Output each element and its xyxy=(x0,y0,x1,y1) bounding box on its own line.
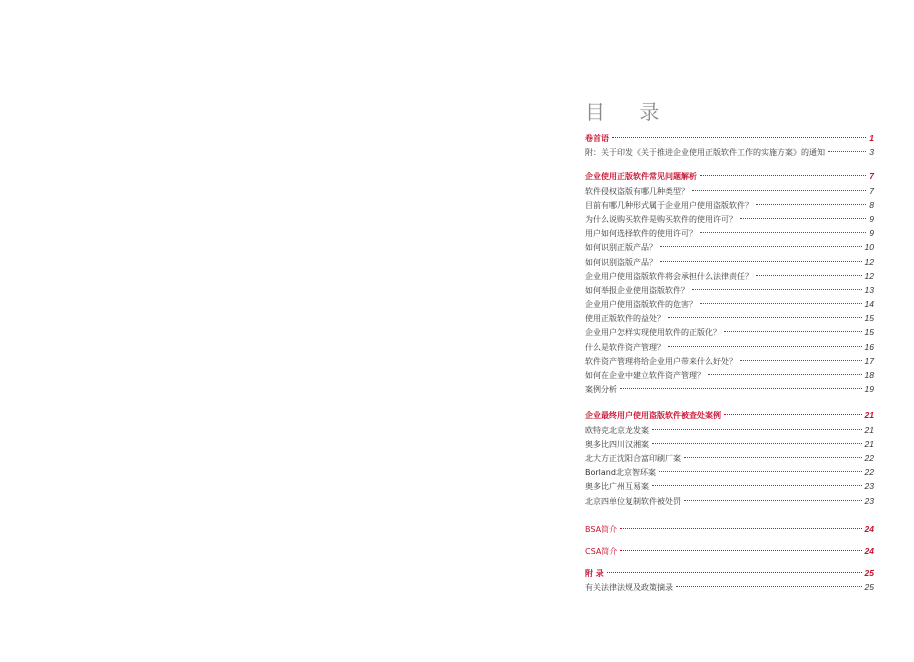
toc-entry-label: 如何在企业中建立软件资产管理？ xyxy=(585,371,705,380)
toc-entry-preface[interactable] xyxy=(585,131,874,145)
toc-entry-label: 软件资产管理将给企业用户带来什么好处？ xyxy=(585,356,737,366)
dot-leader xyxy=(692,289,862,290)
toc-entry-appendix-heading[interactable] xyxy=(585,566,874,580)
toc-entry[interactable] xyxy=(585,580,874,594)
dot-leader xyxy=(756,204,866,205)
toc-entry-label: 附：关于印发《关于推进企业使用正版软件工作的实施方案》的通知 xyxy=(585,148,825,158)
toc-entry-page: 23 xyxy=(864,481,874,492)
dot-leader xyxy=(692,190,866,191)
toc-entry-faq-heading[interactable] xyxy=(585,169,874,183)
toc-entry-label: 欧特克北京龙发案 xyxy=(585,425,649,435)
toc-entry-page: 12 xyxy=(864,270,874,281)
toc-entry-label: 软件侵权盗版有哪几种类型？ xyxy=(585,186,689,196)
toc-entry[interactable] xyxy=(585,437,874,451)
dot-leader xyxy=(708,374,862,375)
toc-entry-page: 8 xyxy=(869,199,874,210)
toc-entry-page: 19 xyxy=(864,384,874,395)
dot-leader xyxy=(612,137,866,138)
toc-entry-csa[interactable] xyxy=(585,544,874,558)
toc-entry-page: 12 xyxy=(864,256,874,267)
toc-entry-page: 9 xyxy=(869,213,874,224)
dot-leader xyxy=(652,429,862,430)
toc-entry[interactable] xyxy=(585,423,874,437)
toc-entry-label: 有关法律法规及政策摘录 xyxy=(585,583,673,593)
toc-entry-page: 22 xyxy=(864,452,874,463)
toc-entry-label: 案例分析 xyxy=(585,385,617,395)
dot-leader xyxy=(828,151,866,152)
toc-entry[interactable] xyxy=(585,255,874,269)
toc-entry-label: Borland北京智环案 xyxy=(585,468,656,478)
toc-entry-label: 什么是软件资产管理？ xyxy=(585,342,665,352)
toc-entry[interactable] xyxy=(585,382,874,396)
toc-entry-page: 23 xyxy=(864,495,874,506)
dot-leader xyxy=(724,414,862,415)
toc-entry-label: 奥多比广州互易案 xyxy=(585,482,649,492)
toc-entry[interactable] xyxy=(585,311,874,325)
toc-entry-page: 10 xyxy=(864,242,874,253)
toc-entry-label: 企业最终用户使用盗版软件被查处案例 xyxy=(585,411,721,421)
toc-entry-label: 企业用户使用盗版软件将会承担什么法律责任？ xyxy=(585,271,753,281)
toc-entry-page: 7 xyxy=(869,185,874,196)
toc-entry[interactable] xyxy=(585,479,874,493)
toc-entry[interactable] xyxy=(585,184,874,198)
dot-leader xyxy=(652,485,862,486)
toc-entry[interactable] xyxy=(585,283,874,297)
toc-entry-page: 7 xyxy=(869,171,874,182)
dot-leader xyxy=(652,443,862,444)
toc-entry-label: 卷首语 xyxy=(585,134,609,143)
toc-entry-cases-heading[interactable] xyxy=(585,408,874,422)
toc-entry[interactable] xyxy=(585,325,874,339)
toc-entry-page: 25 xyxy=(864,568,874,579)
toc-entry-page: 15 xyxy=(864,313,874,324)
dot-leader xyxy=(740,218,866,219)
toc-entry-notice[interactable] xyxy=(585,145,874,159)
toc-entry[interactable] xyxy=(585,212,874,226)
toc-entry-page: 21 xyxy=(864,424,874,435)
toc-entry-page: 1 xyxy=(869,133,874,143)
dot-leader xyxy=(620,550,861,551)
toc-entry-label: CSA简介 xyxy=(585,546,618,556)
toc-entry-label: 企业用户怎样实现使用软件的正版化？ xyxy=(585,328,721,338)
toc-entry[interactable] xyxy=(585,226,874,240)
toc-entry-page: 22 xyxy=(864,467,874,478)
dot-leader xyxy=(620,388,862,389)
dot-leader xyxy=(684,457,862,458)
dot-leader xyxy=(607,572,862,573)
toc-entry-label: 企业用户使用盗版软件的危害？ xyxy=(585,300,697,310)
toc-title: 目 录 xyxy=(585,100,674,124)
toc-entry-page: 24 xyxy=(864,545,874,556)
toc-entry[interactable] xyxy=(585,240,874,254)
toc-entry-label: 奥多比四川汉湘案 xyxy=(585,439,649,449)
toc-entry-label: 北大方正沈阳合富印刷厂案 xyxy=(585,453,681,463)
dot-leader xyxy=(756,275,862,276)
toc-entry-page: 9 xyxy=(869,228,874,239)
toc-entry-label: 北京四单位复制软件被处罚 xyxy=(585,496,681,506)
dot-leader xyxy=(660,246,862,247)
toc-entry[interactable] xyxy=(585,297,874,311)
toc-entry[interactable] xyxy=(585,269,874,283)
dot-leader xyxy=(700,303,862,304)
toc-entry-page: 13 xyxy=(864,284,874,295)
dot-leader xyxy=(668,346,862,347)
toc-entry[interactable] xyxy=(585,354,874,368)
toc-entry-page: 21 xyxy=(864,410,874,421)
dot-leader xyxy=(659,471,862,472)
toc-entry[interactable] xyxy=(585,368,874,382)
toc-entry-label: 附 录 xyxy=(585,569,604,579)
toc-entry[interactable] xyxy=(585,340,874,354)
dot-leader xyxy=(620,528,861,529)
toc-entry-page: 21 xyxy=(864,438,874,449)
toc-entry[interactable] xyxy=(585,451,874,465)
dot-leader xyxy=(700,175,866,176)
toc-entry-page: 3 xyxy=(869,147,874,158)
toc-entry-bsa[interactable] xyxy=(585,522,874,536)
table-of-contents xyxy=(585,96,874,594)
toc-entry-label: BSA简介 xyxy=(585,524,618,534)
dot-leader xyxy=(724,331,862,332)
dot-leader xyxy=(668,317,862,318)
dot-leader xyxy=(740,360,862,361)
toc-entry-page: 17 xyxy=(864,355,874,366)
toc-entry-label: 如何识别盗版产品？ xyxy=(585,257,657,267)
dot-leader xyxy=(700,232,866,233)
toc-entry-label: 使用正版软件的益处？ xyxy=(585,314,665,324)
dot-leader xyxy=(660,261,862,262)
toc-entry-page: 25 xyxy=(864,582,874,593)
toc-entry-page: 18 xyxy=(864,370,874,380)
toc-entry-page: 15 xyxy=(864,327,874,338)
toc-entry-label: 如何举报企业使用盗版软件？ xyxy=(585,285,689,295)
toc-entry-page: 16 xyxy=(864,341,874,352)
toc-entry-label: 为什么说购买软件是购买软件的使用许可？ xyxy=(585,214,737,224)
dot-leader xyxy=(684,500,862,501)
toc-entry-page: 14 xyxy=(864,299,874,310)
dot-leader xyxy=(676,586,862,587)
toc-entry[interactable] xyxy=(585,465,874,479)
toc-entry[interactable] xyxy=(585,198,874,212)
toc-entry-label: 如何识别正版产品？ xyxy=(585,243,657,253)
toc-entry-label: 目前有哪几种形式属于企业用户使用盗版软件？ xyxy=(585,200,753,210)
toc-entry[interactable] xyxy=(585,494,874,508)
toc-entry-page: 24 xyxy=(864,523,874,534)
toc-entry-label: 用户如何选择软件的使用许可？ xyxy=(585,229,697,239)
toc-entry-label: 企业使用正版软件常见问题解析 xyxy=(585,172,697,182)
